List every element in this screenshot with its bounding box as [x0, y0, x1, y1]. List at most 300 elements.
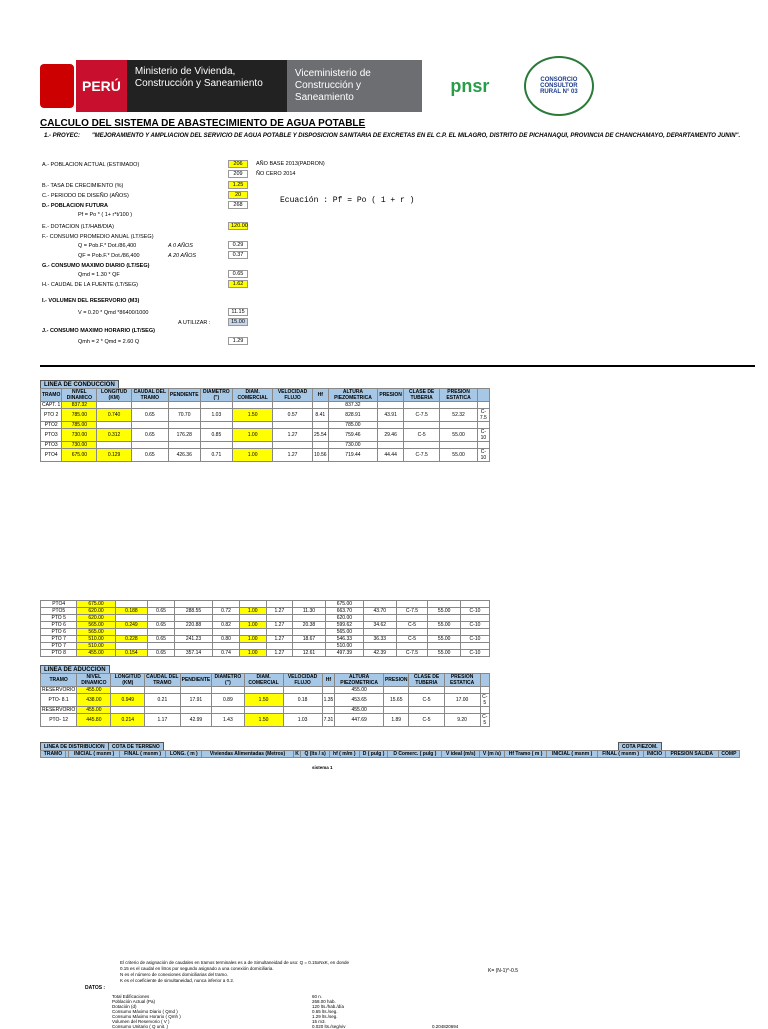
table-cell: 15.65: [383, 694, 409, 707]
datos-row-label: Total Edificaciones: [112, 994, 150, 999]
table-cell: [313, 442, 329, 449]
vice-ministry-label: Viceministerio de Construcción y Saneamiento: [287, 60, 422, 112]
table-cell: [378, 422, 404, 429]
table-cell: 675.00: [62, 449, 97, 462]
table-cell: [168, 402, 200, 409]
table-cell: [97, 442, 131, 449]
table-header-cell: D ( pulg ): [359, 751, 388, 758]
datos-row-value: 120 lts./hab./día: [312, 1004, 345, 1009]
vol-value: 11.15: [228, 308, 248, 316]
table-cell: 438.00: [77, 694, 111, 707]
table-cell: [428, 601, 461, 608]
table-cell: [174, 615, 212, 622]
table-header-cell: CAUDAL DEL TRAMO: [146, 674, 179, 686]
table-row: [41, 622, 490, 629]
table-cell: 663.70: [325, 608, 363, 615]
param-b-label: B.- TASA DE CRECIMIENTO (%): [42, 183, 124, 189]
table-header-cell: Q (lts / s): [301, 751, 329, 758]
table-cell: PTO- 12: [41, 714, 77, 727]
table-cell: 455.00: [77, 687, 111, 694]
table-cell: 29.46: [378, 429, 404, 442]
table-cell: 42.99: [180, 714, 212, 727]
table-row: [41, 601, 490, 608]
table-cell: 1.27: [266, 650, 293, 657]
datos-row-label: Consumo Unitario ( Q unit. ): [112, 1024, 169, 1029]
note-line: K es el coeficiente de simultaneidad, nunca inferior a 0.2.: [120, 978, 235, 983]
table-cell: 7.31: [322, 714, 335, 727]
param-d-value: 268: [228, 201, 248, 209]
table-cell: 0.65: [131, 409, 168, 422]
table-cell: 10.56: [313, 449, 329, 462]
table-cell: [212, 707, 244, 714]
table-cell: [273, 442, 313, 449]
table-cell: PTO 8: [41, 650, 77, 657]
table-cell: 1.00: [239, 650, 266, 657]
table-cell: C-5: [409, 694, 444, 707]
table-header-cell: LONGITUD (KM): [111, 674, 145, 687]
table-cell: [115, 629, 148, 636]
table-cell: 1.27: [266, 622, 293, 629]
datos-row-value: 0.65 lts./seg.: [312, 1009, 338, 1014]
table-cell: [396, 601, 428, 608]
table-cell: 43.91: [378, 409, 404, 422]
table-cell: [200, 422, 233, 429]
table-cell: C-10: [460, 622, 489, 629]
param-a-value: 206: [228, 160, 248, 168]
table-cell: 0.249: [115, 622, 148, 629]
table-cell: [239, 601, 266, 608]
table-cell: C-5: [396, 636, 428, 643]
table-cell: 55.00: [440, 449, 477, 462]
table-cell: [148, 643, 175, 650]
table-cell: 620.00: [77, 608, 115, 615]
table-cell: 445.80: [77, 714, 111, 727]
table-cell: [364, 629, 397, 636]
table-cell: 0.65: [148, 622, 175, 629]
table-cell: PTO3: [41, 429, 62, 442]
table-header-cell: NIVEL DINAMICO: [62, 389, 97, 402]
table-cell: [396, 643, 428, 650]
table-cell: [283, 687, 322, 694]
table-cell: PTO 6: [41, 629, 77, 636]
table-cell: PTO 6: [41, 622, 77, 629]
table-cell: 1.27: [266, 608, 293, 615]
table-cell: [364, 643, 397, 650]
table-cell: [168, 442, 200, 449]
table-row: [41, 422, 490, 429]
table-cell: 55.00: [428, 636, 461, 643]
table-cell: [115, 643, 148, 650]
table-cell: [480, 687, 489, 694]
table-cell: 620.00: [77, 615, 115, 622]
table-cell: 510.00: [77, 636, 115, 643]
table-cell: [148, 629, 175, 636]
table-cell: 0.72: [213, 608, 240, 615]
table-header-cell: INICIO: [644, 751, 665, 758]
table-cell: [460, 615, 489, 622]
table-header-cell: FINAL ( msnm ): [597, 751, 644, 758]
table-cell: [213, 629, 240, 636]
table-cell: [477, 422, 489, 429]
q-value: 0.29: [228, 241, 248, 249]
table-cell: [480, 707, 489, 714]
table-cell: [131, 422, 168, 429]
table-row: [41, 650, 490, 657]
table-cell: C-5: [480, 714, 489, 727]
table-cell: 220.88: [174, 622, 212, 629]
table-cell: 759.46: [328, 429, 378, 442]
table-cell: PTO- 8.1: [41, 694, 77, 707]
table-cell: [168, 422, 200, 429]
table-cell: 1.00: [239, 608, 266, 615]
table-cell: [200, 402, 233, 409]
qmd-label: G.- CONSUMO MAXIMO DIARIO (LT/SEG): [42, 263, 150, 269]
table-cell: [174, 629, 212, 636]
table-cell: 0.65: [148, 650, 175, 657]
table-row: [41, 629, 490, 636]
cota-piezom-label: COTA PIEZOM.: [618, 742, 662, 752]
table-header-cell: VELOCIDAD FLUJO: [273, 389, 313, 402]
table-cell: 1.35: [322, 694, 335, 707]
table-cell: 828.91: [328, 409, 378, 422]
table-header-cell: hf ( m/m ): [329, 751, 359, 758]
table-cell: C-5: [396, 622, 428, 629]
table-cell: 0.85: [200, 429, 233, 442]
datos-row-extra: 0.204820694: [432, 1024, 459, 1029]
table-cell: [440, 422, 477, 429]
vol-label: I.- VOLUMEN DEL RESERVORIO (M3): [42, 298, 140, 304]
table-row: [41, 707, 490, 714]
table-row: [41, 409, 490, 422]
table-cell: [213, 601, 240, 608]
table-cell: 0.188: [115, 608, 148, 615]
table-row: [41, 643, 490, 650]
table-cell: C-10: [477, 429, 489, 442]
table-cell: 1.43: [212, 714, 244, 727]
table-cell: 546.33: [325, 636, 363, 643]
note-line: N es el número de conexiones domiciliarias del tramo.: [120, 972, 229, 977]
table-cell: [213, 615, 240, 622]
table-cell: 357.14: [174, 650, 212, 657]
qmd-value: 0.65: [228, 270, 248, 278]
header-banner: [40, 60, 730, 112]
table-cell: RESERVORIO: [42, 707, 76, 713]
table-cell: PTO 2: [41, 409, 62, 422]
table-cell: C-10: [460, 650, 489, 657]
table-cell: 20.38: [293, 622, 326, 629]
utilizar-value: 15.00: [228, 318, 248, 326]
table-cell: 0.82: [213, 622, 240, 629]
sistema-label: sistema 1: [312, 765, 333, 770]
table-cell: 599.62: [325, 622, 363, 629]
table-header-cell: CAUDAL DEL TRAMO: [131, 389, 168, 402]
ministry-label: Ministerio de Vivienda, Construcción y Saneamiento: [127, 60, 287, 112]
table-cell: 447.69: [335, 714, 384, 727]
table-cell: 785.00: [62, 422, 97, 429]
table-cell: 1.03: [283, 714, 322, 727]
table-cell: C-7.5: [403, 409, 440, 422]
conduccion-table-2: [40, 600, 490, 657]
datos-row-value: 60 n.: [312, 994, 323, 999]
table-cell: 497.39: [325, 650, 363, 657]
table-cell: 426.36: [168, 449, 200, 462]
datos-row-value: 0.020 lts./seg/viv: [312, 1024, 346, 1029]
table-row: [41, 694, 490, 707]
conduccion-label: LINEA DE CONDUCCION: [40, 380, 119, 390]
conduccion-table: [40, 388, 490, 462]
cota-terreno-label: COTA DE TERRENO: [108, 742, 164, 752]
table-cell: C-7.5: [477, 409, 489, 422]
table-cell: 34.62: [364, 622, 397, 629]
table-cell: 785.00: [328, 422, 378, 429]
param-c-value: 20: [228, 191, 248, 199]
table-row: [41, 714, 490, 727]
table-cell: 0.312: [97, 429, 131, 442]
table-cell: [148, 615, 175, 622]
table-cell: 730.00: [328, 442, 378, 449]
table-cell: C-5: [403, 429, 440, 442]
table-cell: 17.00: [444, 694, 480, 707]
table-row: [41, 636, 490, 643]
caudal-label: H.- CAUDAL DE LA FUENTE (LT/SEG): [42, 282, 138, 288]
table-header-cell: Viviendas Alimentadas (Metros): [202, 751, 293, 758]
table-cell: 0.89: [212, 694, 244, 707]
qf-formula: QF = Pob.F.* Dot./86,400: [78, 253, 140, 259]
table-cell: PTO 7: [41, 643, 77, 650]
table-cell: 0.21: [145, 694, 180, 707]
table-cell: 620.00: [325, 615, 363, 622]
table-cell: RESERVORIO: [42, 687, 76, 693]
table-cell: 837.32: [328, 402, 378, 409]
param-d-label: D.- POBLACION FUTURA: [42, 203, 108, 209]
table-cell: [364, 615, 397, 622]
table-cell: [293, 601, 326, 608]
table-cell: [322, 707, 335, 714]
table-cell: [97, 402, 131, 409]
table-cell: 0.129: [97, 449, 131, 462]
table-cell: [440, 402, 477, 409]
table-header-cell: ALTURA PIEZOMETRICA: [328, 389, 378, 402]
table-cell: 510.00: [325, 643, 363, 650]
qmh-label: J.- CONSUMO MAXIMO HORARIO (LT/SEG): [42, 328, 155, 334]
dotacion-value: 120.00: [228, 222, 248, 230]
table-header-cell: PRESION ESTATICA: [444, 674, 480, 687]
table-cell: [378, 402, 404, 409]
datos-row-value: 15 m3.: [312, 1019, 326, 1024]
table-cell: 675.00: [77, 601, 115, 608]
project-block: [44, 133, 744, 139]
table-cell: 453.65: [335, 694, 384, 707]
table-cell: [409, 687, 444, 694]
table-row: [41, 608, 490, 615]
table-cell: [239, 629, 266, 636]
table-row: [41, 449, 490, 462]
table-cell: 0.228: [115, 636, 148, 643]
table-cell: [266, 643, 293, 650]
param-a2-value: 209: [228, 170, 248, 178]
q-years: A 0 AÑOS: [168, 243, 193, 249]
table-header-cell: DIAM. COMERCIAL: [244, 674, 283, 687]
qf-value: 0.37: [228, 251, 248, 259]
dotacion-label: E.- DOTACION (LT/HAB/DIA): [42, 224, 114, 230]
table-cell: [212, 687, 244, 694]
table-cell: [273, 422, 313, 429]
table-header-cell: TRAMO: [41, 751, 66, 758]
table-cell: 455.00: [335, 687, 384, 694]
table-cell: [396, 629, 428, 636]
param-a-note: AÑO BASE 2013(PADRON): [256, 161, 325, 167]
table-header-cell: K: [293, 751, 301, 758]
param-c-label: C.- PERIODO DE DISEÑO (AÑOS): [42, 193, 129, 199]
consumo-label: F.- CONSUMO PROMEDIO ANUAL (LT/SEG): [42, 234, 154, 240]
table-header-cell: COMP: [718, 751, 739, 758]
notes-block: [120, 960, 349, 984]
caudal-value: 1.62: [228, 280, 248, 288]
aduccion-label: LINEA DE ADUCCION: [40, 665, 110, 675]
table-cell: C-10: [477, 449, 489, 462]
table-cell: 1.00: [233, 429, 273, 442]
table-cell: [409, 707, 444, 714]
table-cell: 1.27: [273, 429, 313, 442]
table-cell: [111, 687, 145, 694]
table-row: [41, 429, 490, 442]
table-row: [41, 615, 490, 622]
table-cell: [444, 687, 480, 694]
table-header-cell: LONG. ( m ): [166, 751, 202, 758]
table-header-cell: ALTURA PIEZOMETRICA: [335, 674, 384, 687]
table-cell: 11.30: [293, 608, 326, 615]
table-header-cell: Hf Tramo ( m ): [504, 751, 547, 758]
table-cell: [313, 402, 329, 409]
table-header-cell: NIVEL DINAMICO: [77, 674, 111, 687]
table-cell: C-10: [460, 636, 489, 643]
table-cell: 1.00: [233, 449, 273, 462]
table-cell: 8.41: [313, 409, 329, 422]
table-cell: 730.00: [62, 442, 97, 449]
table-cell: C-5: [409, 714, 444, 727]
table-cell: PTO5: [41, 608, 77, 615]
table-header-cell: DIAM. COMERCIAL: [233, 389, 273, 402]
table-cell: [293, 643, 326, 650]
table-cell: 565.00: [77, 629, 115, 636]
table-cell: [266, 615, 293, 622]
table-cell: 55.00: [440, 429, 477, 442]
table-cell: [273, 402, 313, 409]
table-header-cell: TRAMO: [41, 674, 77, 687]
table-header-cell: [480, 674, 489, 687]
table-cell: [115, 615, 148, 622]
table-cell: 0.949: [111, 694, 145, 707]
table-cell: 241.23: [174, 636, 212, 643]
table-cell: [131, 442, 168, 449]
table-cell: [396, 615, 428, 622]
pnsr-logo: pnsr: [450, 75, 490, 96]
note-line: El criterio de asignación de caudales en tramos terminales es a de Simultaneidad de uso: Q = 0.15xNxK, en donde: [120, 960, 350, 965]
datos-row-label: Dotación (d): [112, 1004, 137, 1009]
table-cell: [244, 707, 283, 714]
table-cell: [239, 615, 266, 622]
table-cell: 1.89: [383, 714, 409, 727]
table-cell: 25.54: [313, 429, 329, 442]
table-cell: [244, 687, 283, 694]
table-cell: 176.28: [168, 429, 200, 442]
table-cell: 17.91: [180, 694, 212, 707]
table-cell: 42.39: [364, 650, 397, 657]
table-cell: [97, 422, 131, 429]
table-cell: 0.65: [131, 429, 168, 442]
table-cell: 1.00: [239, 636, 266, 643]
qf-years: A 20 AÑOS: [168, 253, 197, 259]
table-cell: [233, 402, 273, 409]
peru-crest-icon: [40, 64, 74, 108]
table-cell: [180, 687, 212, 694]
table-header-cell: PRESION: [378, 389, 404, 402]
table-cell: 0.65: [148, 636, 175, 643]
table-header-cell: PENDIENTE: [168, 389, 200, 402]
table-header-cell: PRESION ESTATICA: [440, 389, 477, 402]
table-header-cell: LONGITUD (KM): [97, 389, 131, 402]
table-cell: [213, 643, 240, 650]
table-cell: [378, 442, 404, 449]
table-header-cell: TRAMO: [41, 389, 62, 402]
table-cell: 565.00: [77, 622, 115, 629]
datos-row: [112, 1024, 458, 1029]
table-header-cell: DIAMETRO ("): [200, 389, 233, 402]
table-cell: [460, 643, 489, 650]
qmh-value: 1.29: [228, 337, 248, 345]
table-cell: [266, 629, 293, 636]
table-cell: [200, 442, 233, 449]
table-cell: 1.00: [239, 622, 266, 629]
table-cell: 1.27: [273, 449, 313, 462]
formula-pf: Pf = Po * ( 1+ r*t/100 ): [78, 212, 133, 218]
table-cell: [145, 707, 180, 714]
table-cell: [313, 422, 329, 429]
table-cell: 455.00: [77, 650, 115, 657]
table-cell: [145, 687, 180, 694]
table-cell: 18.67: [293, 636, 326, 643]
table-cell: PTO4: [41, 601, 77, 608]
param-a2-note: ÑO CERO 2014: [256, 171, 296, 177]
datos-row-value: 1.29 lts./seg.: [312, 1014, 338, 1019]
utilizar-label: A UTILIZAR :: [178, 320, 211, 326]
table-cell: 44.44: [378, 449, 404, 462]
table-cell: 837.32: [62, 402, 97, 409]
table-header-cell: Hf: [313, 389, 329, 402]
table-cell: [428, 629, 461, 636]
table-row: [41, 442, 490, 449]
table-header-cell: PENDIENTE: [180, 674, 212, 687]
table-cell: 1.27: [266, 636, 293, 643]
aduccion-table: [40, 673, 490, 727]
note-line: 0.15 es el caudal en litros por segundo asignado a una conexión domiciliaria.: [120, 966, 274, 971]
table-cell: 565.00: [325, 629, 363, 636]
table-cell: [477, 442, 489, 449]
datos-label: DATOS :: [85, 985, 106, 991]
qmh-formula: Qmh = 2 * Qmd = 2.60 Q: [78, 339, 140, 345]
table-header-cell: FINAL ( msnm ): [119, 751, 166, 758]
table-cell: [293, 615, 326, 622]
table-cell: 0.65: [131, 449, 168, 462]
table-cell: 1.50: [233, 409, 273, 422]
vol-formula: V = 0.20 * Qmd *86400/1000: [78, 310, 149, 316]
table-cell: 675.00: [325, 601, 363, 608]
table-cell: [180, 707, 212, 714]
table-cell: 9.20: [444, 714, 480, 727]
datos-row-label: Consumo Máximo Horario ( Qmh ): [112, 1014, 181, 1019]
table-header-cell: PRESION: [383, 674, 409, 687]
table-header-cell: DIAMETRO ("): [212, 674, 244, 687]
